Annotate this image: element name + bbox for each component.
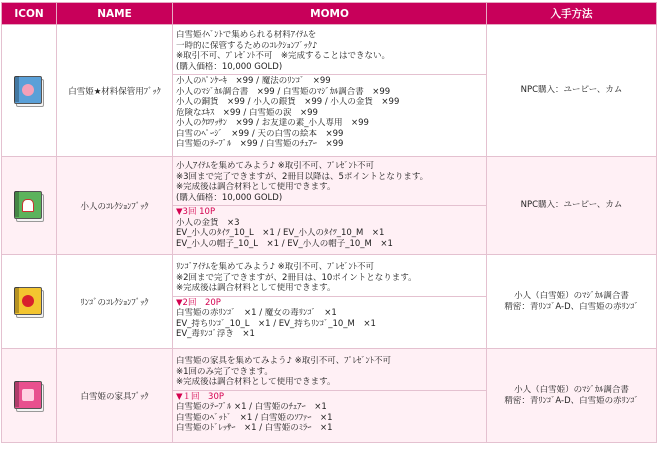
momo-line: ※取引不可、ﾌﾟﾚｾﾞﾝﾄ不可 ※完成することはできない。 — [176, 51, 390, 62]
source-line: NPC購入：ユーピー、カム — [520, 85, 623, 96]
momo-line: (購入価格：10,000 GOLD) — [176, 61, 283, 72]
reward-heading: ▼１回 30P — [176, 391, 224, 402]
momo-line: EV_小人の帽子_10_L ×1 / EV_小人の帽子_10_M ×1 — [176, 238, 393, 249]
momo-line: 白雪姫のﾍﾞｯﾄﾞ ×1 / 白雪姫のｿﾌｧｰ ×1 — [176, 412, 333, 423]
momo-line: ※完成後は調合材料として使用できます。 — [176, 182, 336, 192]
table-row — [2, 349, 657, 443]
momo-line: 白雪姫のﾃｰﾌﾞﾙ ×1 / 白雪姫のﾁｪｱｰ ×1 — [176, 402, 327, 413]
momo-cell — [173, 25, 487, 157]
momo-line: 白雪姫の家具を集めてみよう♪ ※取引不可、ﾌﾟﾚｾﾞﾝﾄ不可 — [176, 356, 392, 367]
momo-cell — [173, 157, 487, 255]
header-row — [2, 3, 657, 25]
icon-cell — [2, 255, 57, 349]
header-name: NAME — [57, 3, 173, 25]
icon-cell — [2, 25, 57, 157]
item-table — [1, 2, 657, 443]
momo-line: 危険なｴｷｽ ×99 / 白雪姫の涙 ×99 — [176, 107, 318, 118]
momo-line: 白雪姫のﾄﾞﾚｯｻｰ ×1 / 白雪姫のﾐﾗｰ ×1 — [176, 423, 333, 434]
table-row — [2, 157, 657, 255]
momo-line: ﾘﾝｺﾞｱｲﾃﾑを集めてみよう♪ ※取引不可、ﾌﾟﾚｾﾞﾝﾄ不可 — [176, 262, 375, 273]
item-name: 白雪姫の家具ﾌﾞｯｸ — [57, 349, 173, 443]
source-line: 小人（白雪姫）のﾏｼﾞｶﾙ調合書 — [514, 291, 629, 301]
book-icon — [13, 190, 45, 222]
reward-heading: ▼3回 10P — [176, 207, 216, 217]
momo-line: ※1回のみ完了できます。 — [176, 366, 273, 377]
item-name: 白雪姫★材料保管用ﾌﾞｯｸ — [57, 25, 173, 157]
momo-line: ※2回まで完了できますが、2冊目は、10ポイントとなります。 — [176, 272, 417, 283]
momo-line: 一時的に保管するためのｺﾚｸｼｮﾝﾌﾞｯｸ♪ — [176, 40, 318, 51]
source-cell — [487, 25, 657, 157]
momo-line: 小人の銅貨 ×99 / 小人の銀貨 ×99 / 小人の金貨 ×99 — [176, 97, 400, 108]
icon-cell — [2, 157, 57, 255]
momo-line: 白雪姫ｲﾍﾞﾝﾄで集められる材料ｱｲﾃﾑを — [176, 30, 317, 41]
momo-line: EV_毒ﾘﾝｺﾞ浮き ×1 — [176, 329, 255, 340]
icon-cell — [2, 349, 57, 443]
source-cell — [487, 157, 657, 255]
source-line: 精密：青ﾘﾝｺﾞA-D、白雪姫の赤ﾘﾝｺﾞ — [504, 301, 639, 312]
header-source: 入手方法 — [487, 3, 657, 25]
momo-line: EV_持ちﾘﾝｺﾞ_10_L ×1 / EV_持ちﾘﾝｺﾞ_10_M ×1 — [176, 318, 376, 329]
momo-cell — [173, 349, 487, 443]
source-cell — [487, 349, 657, 443]
momo-line: 小人ｱｲﾃﾑを集めてみよう♪ ※取引不可、ﾌﾟﾚｾﾞﾝﾄ不可 — [176, 161, 375, 171]
momo-line: 小人のｸﾛﾜｯｻﾝ ×99 / お友達の素_小人専用 ×99 — [176, 118, 369, 129]
source-line: 精密：青ﾘﾝｺﾞA-D、白雪姫の赤ﾘﾝｺﾞ — [504, 395, 639, 406]
source-line: NPC購入：ユーピー、カム — [520, 200, 623, 211]
momo-line: (購入価格：10,000 GOLD) — [176, 192, 283, 203]
momo-line: 小人のﾏｼﾞｶﾙ調合書 ×99 / 白雪姫のﾏｼﾞｶﾙ調合書 ×99 — [176, 86, 391, 97]
table-row — [2, 255, 657, 349]
momo-cell — [173, 255, 487, 349]
momo-line: 白雪のﾍﾟｰｼﾞ ×99 / 天の白雪の絵本 ×99 — [176, 128, 344, 139]
book-icon — [13, 380, 45, 412]
item-name: 小人のｺﾚｸｼｮﾝﾌﾞｯｸ — [57, 157, 173, 255]
momo-line: ※完成後は調合材料として使用できます。 — [176, 283, 336, 294]
item-name: ﾘﾝｺﾞのｺﾚｸｼｮﾝﾌﾞｯｸ — [57, 255, 173, 349]
reward-heading: ▼2回 20P — [176, 297, 221, 308]
momo-line: EV_小人のﾀｲﾂ_10_L ×1 / EV_小人のﾀｲﾂ_10_M ×1 — [176, 228, 385, 238]
momo-line: ※完成後は調合材料として使用できます。 — [176, 377, 336, 388]
table-row — [2, 25, 657, 157]
source-line: 小人（白雪姫）のﾏｼﾞｶﾙ調合書 — [514, 385, 629, 395]
source-cell — [487, 255, 657, 349]
momo-line: 小人のﾊﾟﾝｹｰｷ ×99 / 魔法のﾘﾝｺﾞ ×99 — [176, 76, 331, 87]
momo-line: 白雪姫のﾃｰﾌﾞﾙ ×99 / 白雪姫のﾁｪｱｰ ×99 — [176, 139, 344, 150]
book-icon — [13, 286, 45, 318]
header-momo: MOMO — [173, 3, 487, 25]
momo-line: 白雪姫の赤ﾘﾝｺﾞ ×1 / 魔女の毒ﾘﾝｺﾞ ×1 — [176, 308, 337, 319]
header-icon: ICON — [2, 3, 57, 25]
momo-line: ※3回まで完了できますが、2冊目以降は、5ポイントとなります。 — [176, 171, 429, 182]
momo-line: 小人の金貨 ×3 — [176, 217, 240, 228]
book-icon — [13, 75, 45, 107]
